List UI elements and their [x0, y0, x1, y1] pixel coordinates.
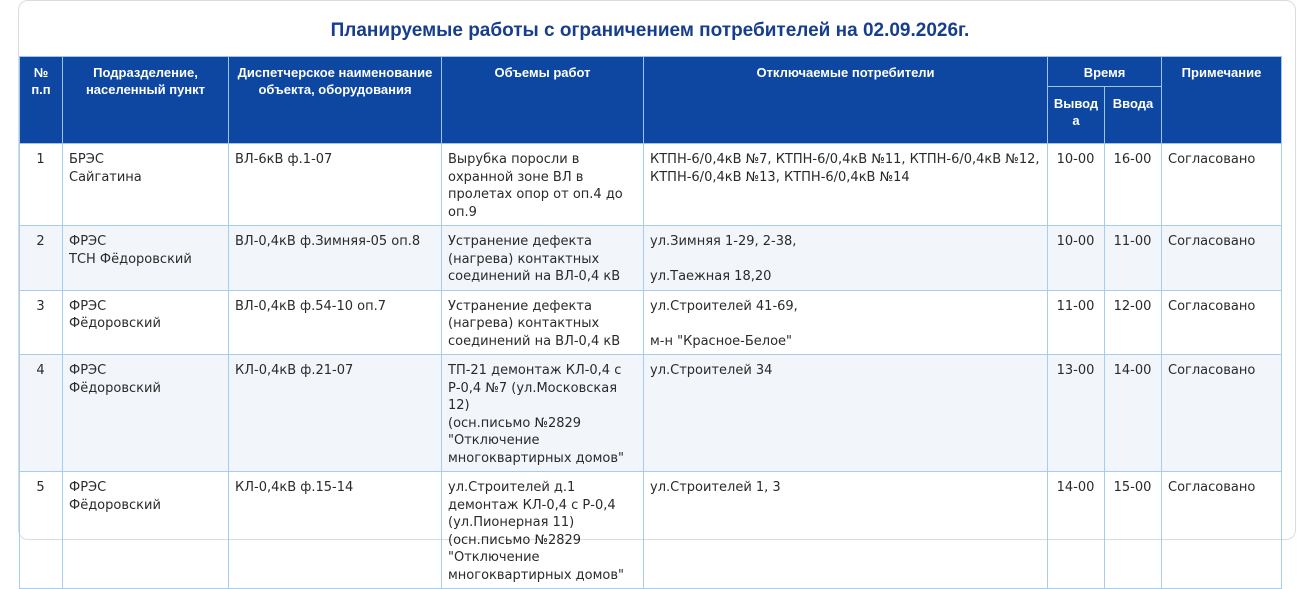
cell-unit: ФРЭС ТСН Фёдоровский [63, 226, 229, 291]
cell-note: Согласовано [1162, 472, 1282, 589]
cell-unit: ФРЭС Фёдоровский [63, 355, 229, 472]
cell-consumers: ул.Зимняя 1-29, 2-38, ул.Таежная 18,20 [644, 226, 1048, 291]
cell-object: КЛ-0,4кВ ф.15-14 [229, 472, 442, 589]
cell-in: 15-00 [1105, 472, 1162, 589]
table-row [20, 144, 1282, 226]
cell-note: Согласовано [1162, 226, 1282, 291]
cell-unit: ФРЭС Фёдоровский [63, 290, 229, 355]
cell-object: ВЛ-0,4кВ ф.Зимняя-05 оп.8 [229, 226, 442, 291]
cell-note: Согласовано [1162, 144, 1282, 226]
cell-note: Согласовано [1162, 290, 1282, 355]
cell-out: 11-00 [1048, 290, 1105, 355]
header-out: Вывод а [1048, 87, 1105, 144]
cell-in: 16-00 [1105, 144, 1162, 226]
cell-consumers: ул.Строителей 34 [644, 355, 1048, 472]
header-time: Время [1048, 57, 1162, 87]
header-object: Диспетчерское наименование объекта, оборудования [229, 57, 442, 144]
table-row [20, 472, 1282, 589]
cell-works: Устранение дефекта (нагрева) контактных соединений на ВЛ-0,4 кВ [442, 290, 644, 355]
cell-num: 5 [20, 472, 63, 589]
header-consumers: Отключаемые потребители [644, 57, 1048, 144]
cell-works: Устранение дефекта (нагрева) контактных соединений на ВЛ-0,4 кВ [442, 226, 644, 291]
cell-works: Вырубка поросли в охранной зоне ВЛ в пролетах опор от оп.4 до оп.9 [442, 144, 644, 226]
header-works: Объемы работ [442, 57, 644, 144]
header-in: Ввода [1105, 87, 1162, 144]
cell-in: 12-00 [1105, 290, 1162, 355]
cell-consumers: ул.Строителей 1, 3 [644, 472, 1048, 589]
cell-num: 3 [20, 290, 63, 355]
cell-consumers: КТПН-6/0,4кВ №7, КТПН-6/0,4кВ №11, КТПН-6/0,4кВ №12, КТПН-6/0,4кВ №13, КТПН-6/0,4кВ №14 [644, 144, 1048, 226]
cell-object: КЛ-0,4кВ ф.21-07 [229, 355, 442, 472]
cell-consumers: ул.Строителей 41-69, м-н "Красное-Белое" [644, 290, 1048, 355]
works-table [19, 56, 1282, 589]
header-note: Примечание [1162, 57, 1282, 144]
cell-object: ВЛ-0,4кВ ф.54-10 оп.7 [229, 290, 442, 355]
cell-unit: ФРЭС Фёдоровский [63, 472, 229, 589]
header-num: № п.п [20, 57, 63, 144]
cell-num: 2 [20, 226, 63, 291]
table-row [20, 355, 1282, 472]
cell-unit: БРЭС Сайгатина [63, 144, 229, 226]
cell-in: 11-00 [1105, 226, 1162, 291]
table-row [20, 290, 1282, 355]
cell-out: 10-00 [1048, 226, 1105, 291]
cell-out: 14-00 [1048, 472, 1105, 589]
cell-note: Согласовано [1162, 355, 1282, 472]
cell-object: ВЛ-6кВ ф.1-07 [229, 144, 442, 226]
cell-works: ТП-21 демонтаж КЛ-0,4 с Р-0,4 №7 (ул.Московская 12) (осн.письмо №2829 "Отключение многоквартирных домов" [442, 355, 644, 472]
page-title: Планируемые работы с ограничением потребителей на 02.09.2026г. [330, 20, 970, 41]
cell-out: 13-00 [1048, 355, 1105, 472]
cell-num: 1 [20, 144, 63, 226]
header-unit: Подразделение, населенный пункт [63, 57, 229, 144]
cell-works: ул.Строителей д.1 демонтаж КЛ-0,4 с Р-0,4 (ул.Пионерная 11) (осн.письмо №2829 "Отключение многоквартирных домов" [442, 472, 644, 589]
table-row [20, 226, 1282, 291]
cell-out: 10-00 [1048, 144, 1105, 226]
cell-in: 14-00 [1105, 355, 1162, 472]
cell-num: 4 [20, 355, 63, 472]
